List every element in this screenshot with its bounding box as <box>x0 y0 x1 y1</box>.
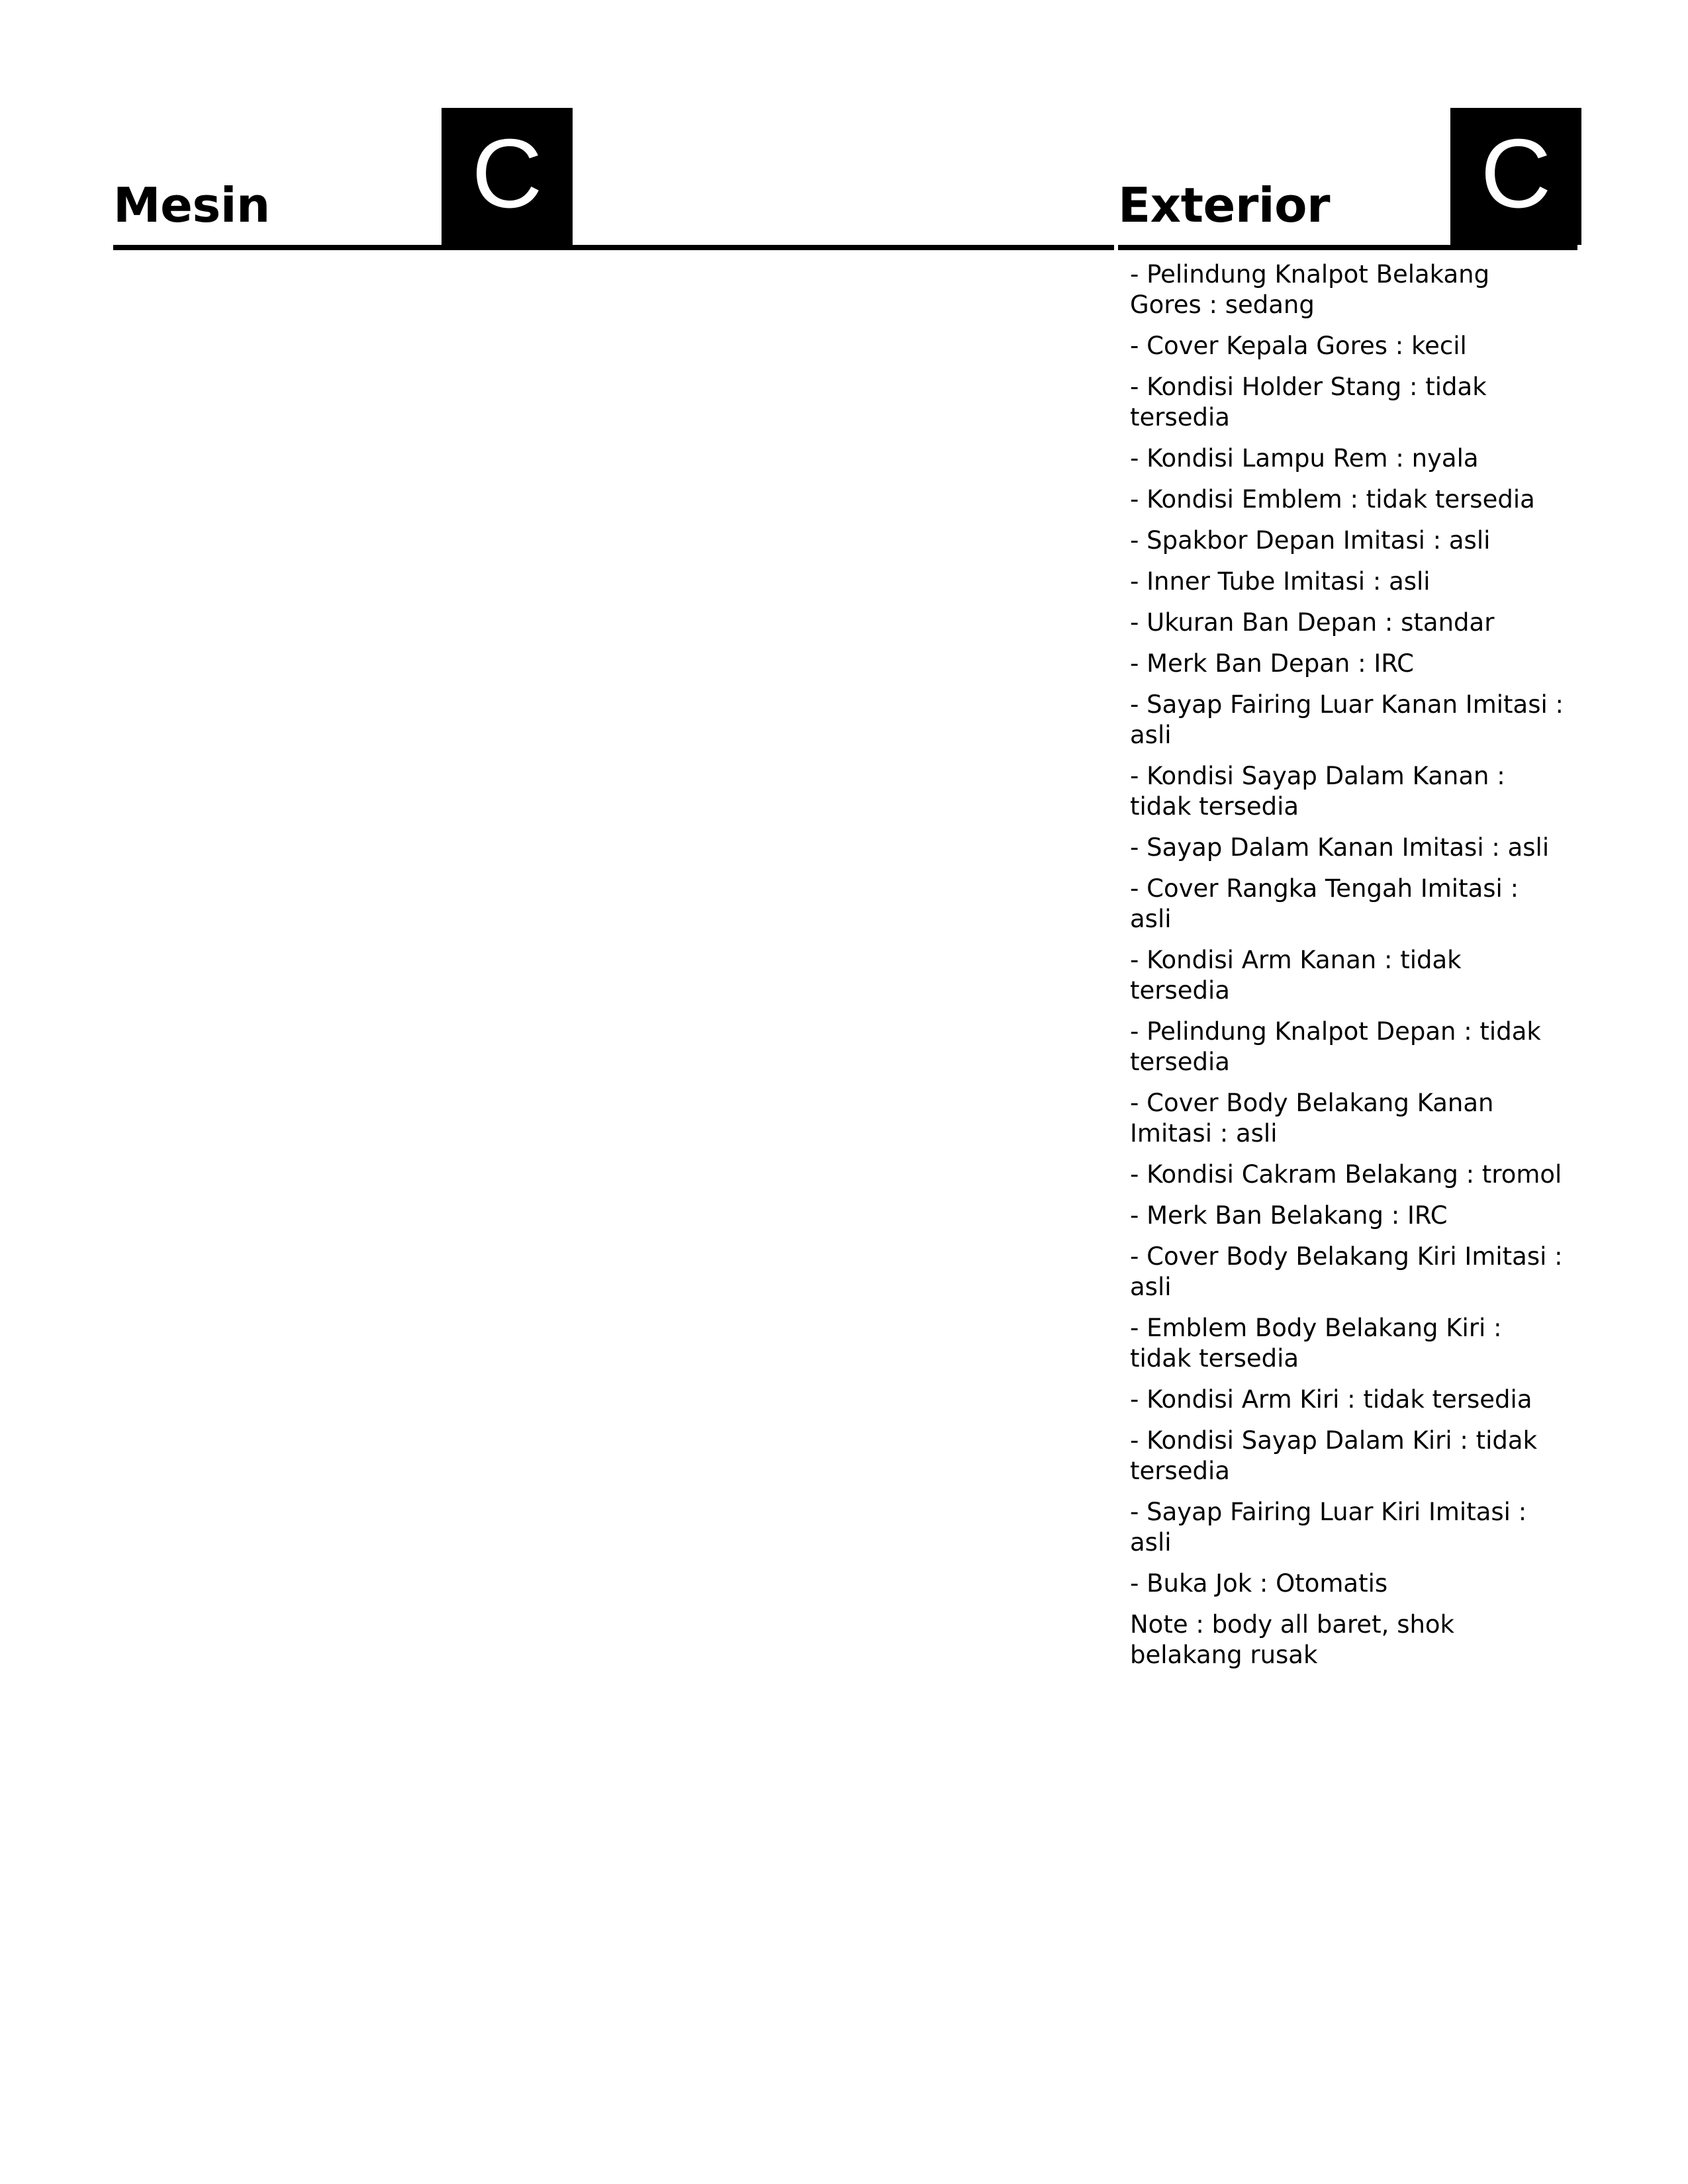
list-item: - Kondisi Arm Kiri : tidak tersedia <box>1130 1385 1532 1414</box>
exterior-grade-letter: C <box>1480 118 1552 228</box>
exterior-section-title: Exterior <box>1118 177 1331 233</box>
list-item: - Pelindung Knalpot Belakang Gores : sedang <box>1130 260 1490 319</box>
list-item: - Kondisi Cakram Belakang : tromol <box>1130 1160 1562 1189</box>
exterior-note-item <box>1130 1610 1567 1670</box>
list-item: - Sayap Dalam Kanan Imitasi : asli <box>1130 833 1550 862</box>
list-item: - Kondisi Arm Kanan : tidak tersedia <box>1130 946 1462 1005</box>
exterior-grade-badge <box>1450 108 1581 245</box>
list-item: - Sayap Fairing Luar Kanan Imitasi : asli <box>1130 690 1564 749</box>
list-item: - Kondisi Holder Stang : tidak tersedia <box>1130 373 1487 432</box>
list-item: - Pelindung Knalpot Depan : tidak tersedia <box>1130 1017 1541 1076</box>
list-item: - Kondisi Sayap Dalam Kiri : tidak tersedia <box>1130 1426 1537 1485</box>
exterior-item-list <box>1130 259 1567 1681</box>
list-item: - Merk Ban Belakang : IRC <box>1130 1201 1448 1230</box>
list-item: - Ukuran Ban Depan : standar <box>1130 608 1495 637</box>
mesin-section-title: Mesin <box>113 177 270 233</box>
list-item: - Cover Rangka Tengah Imitasi : asli <box>1130 874 1519 933</box>
list-item: - Merk Ban Depan : IRC <box>1130 649 1414 678</box>
list-item: - Kondisi Lampu Rem : nyala <box>1130 444 1479 473</box>
list-item: - Kondisi Sayap Dalam Kanan : tidak tersedia <box>1130 762 1505 821</box>
exterior-note: Note : body all baret, shok belakang rusak <box>1130 1610 1454 1669</box>
list-item: - Cover Body Belakang Kanan Imitasi : asli <box>1130 1089 1494 1148</box>
mesin-section-header <box>113 108 1114 250</box>
list-item: - Inner Tube Imitasi : asli <box>1130 567 1430 596</box>
list-item: - Sayap Fairing Luar Kiri Imitasi : asli <box>1130 1498 1527 1557</box>
list-item: - Kondisi Emblem : tidak tersedia <box>1130 485 1535 514</box>
exterior-section-header <box>1118 108 1577 250</box>
mesin-grade-letter: C <box>471 118 543 228</box>
list-item: - Buka Jok : Otomatis <box>1130 1569 1388 1598</box>
list-item: - Spakbor Depan Imitasi : asli <box>1130 526 1491 555</box>
list-item: - Emblem Body Belakang Kiri : tidak tersedia <box>1130 1314 1502 1373</box>
list-item: - Cover Body Belakang Kiri Imitasi : asli <box>1130 1242 1563 1301</box>
list-item: - Cover Kepala Gores : kecil <box>1130 332 1467 360</box>
mesin-grade-badge <box>442 108 573 245</box>
